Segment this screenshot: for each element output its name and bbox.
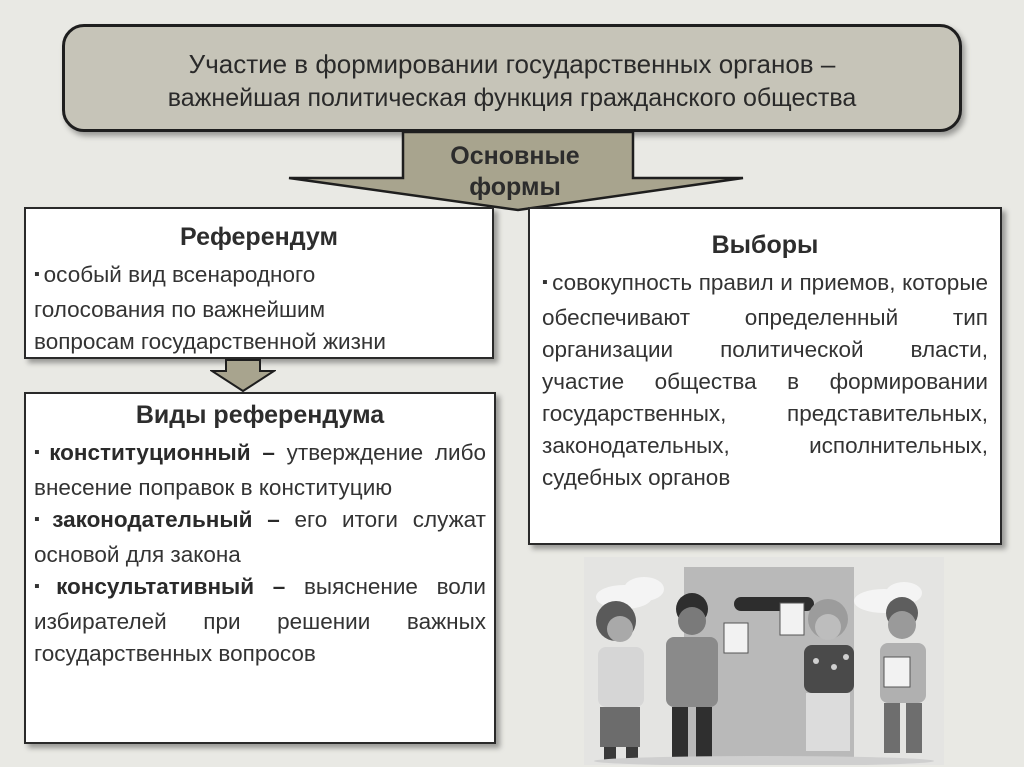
bullet-icon: ▪ xyxy=(34,266,40,283)
type-dash xyxy=(285,574,304,599)
referendum-line-3: вопросам государственной жизни xyxy=(34,329,386,354)
title-box xyxy=(62,24,962,132)
bullet-icon: ▪ xyxy=(542,274,549,291)
elections-text: совокупность правил и приемов, которые обеспечивают определенный тип организации политической власти, участие общества в формировании государственных, представительных, законодательных, исполнительных, судебных органов xyxy=(542,270,989,490)
bullet-icon: ▪ xyxy=(34,444,46,461)
voters-ballot-box-icon xyxy=(584,557,944,765)
list-item xyxy=(34,571,486,670)
bullet-icon: ▪ xyxy=(34,578,53,595)
list-item xyxy=(34,437,486,504)
type-dash: – xyxy=(252,507,295,532)
title-line-1: Участие в формировании государственных органов – xyxy=(188,49,836,79)
elections-title: Выборы xyxy=(711,231,819,259)
down-arrow-icon xyxy=(210,359,276,393)
type-text: его итоги служат основой для закона xyxy=(34,507,486,567)
referendum-types-title: Виды референдума xyxy=(135,401,385,429)
type-term: конституционный xyxy=(49,440,251,465)
referendum-title: Референдум xyxy=(180,223,338,251)
type-term: законодательный xyxy=(52,507,253,532)
type-text: утверждение либо внесение поправок в конституцию xyxy=(34,440,486,500)
referendum-line-1: особый вид всенародного xyxy=(43,262,316,287)
referendum-line-2: голосования по важнейшим xyxy=(34,297,326,322)
referendum-types-list xyxy=(34,437,486,670)
bullet-icon: ▪ xyxy=(34,511,49,528)
list-item xyxy=(34,504,486,571)
referendum-types-box xyxy=(24,392,496,744)
type-term: консультативный – xyxy=(56,574,286,599)
referendum-definition xyxy=(34,259,484,358)
arrow-label xyxy=(400,141,630,203)
title-line-2: важнейшая политическая функция гражданского общества xyxy=(167,84,857,112)
type-text: выяснение воли избирателей при решении важных государственных вопросов xyxy=(34,574,487,666)
referendum-box xyxy=(24,207,494,359)
elections-definition xyxy=(542,267,988,494)
arrow-label-line-2: формы xyxy=(469,173,561,201)
elections-box xyxy=(528,207,1002,545)
arrow-label-line-1: Основные xyxy=(450,142,580,170)
type-dash: – xyxy=(250,440,287,465)
